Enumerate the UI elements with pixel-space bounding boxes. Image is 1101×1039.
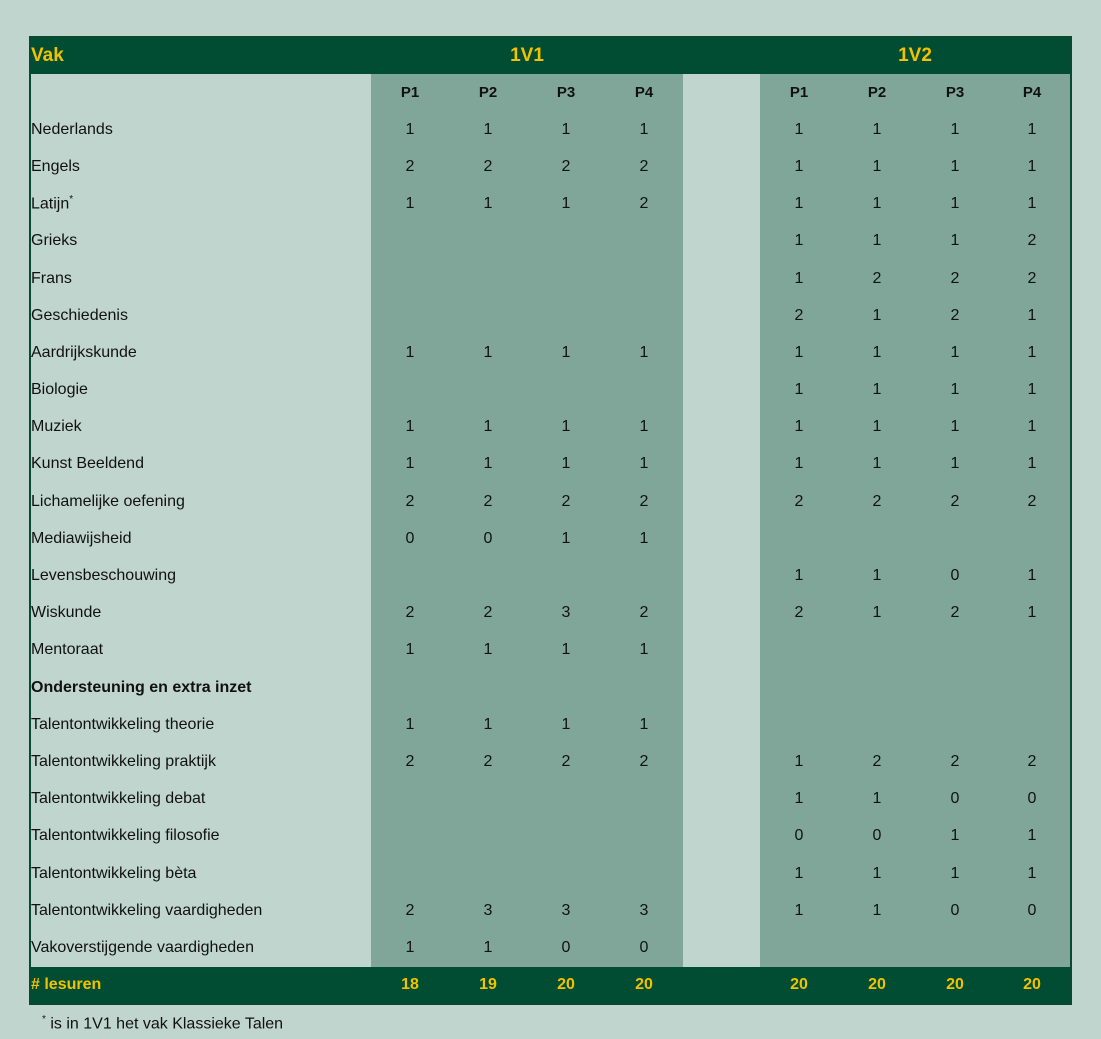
hours-cell <box>371 372 449 409</box>
hours-cell: 3 <box>527 595 605 632</box>
table-row <box>30 372 1071 409</box>
hours-cell: 1 <box>449 186 527 223</box>
hours-cell: 1 <box>994 409 1071 446</box>
hours-cell: 1 <box>371 186 449 223</box>
hours-cell: 1 <box>449 334 527 371</box>
hours-cell <box>527 297 605 334</box>
hours-cell: 1 <box>916 186 994 223</box>
table-row <box>30 520 1071 557</box>
period-header: P2 <box>449 74 527 111</box>
hours-cell <box>371 223 449 260</box>
period-header: P2 <box>838 74 916 111</box>
hours-cell: 0 <box>760 818 838 855</box>
hours-cell: 2 <box>994 483 1071 520</box>
table-row <box>30 223 1071 260</box>
hours-cell: 2 <box>605 148 683 185</box>
subject-name: Grieks <box>31 232 78 250</box>
hours-cell: 1 <box>371 632 449 669</box>
hours-cell <box>760 520 838 557</box>
hours-cell: 1 <box>916 855 994 892</box>
table-row <box>30 409 1071 446</box>
hours-cell: 1 <box>994 446 1071 483</box>
hours-cell: 1 <box>916 372 994 409</box>
hours-cell: 1 <box>838 855 916 892</box>
hours-cell: 3 <box>527 892 605 929</box>
total-cell: 20 <box>635 975 653 993</box>
header-vak: Vak <box>31 45 64 66</box>
hours-cell <box>605 669 683 706</box>
hours-cell: 1 <box>760 743 838 780</box>
hours-cell: 1 <box>760 334 838 371</box>
hours-cell: 0 <box>838 818 916 855</box>
hours-cell <box>449 818 527 855</box>
subject-name: Vakoverstijgende vaardigheden <box>31 938 254 956</box>
hours-cell <box>838 706 916 743</box>
hours-cell: 1 <box>838 334 916 371</box>
totals-label: # lesuren <box>31 975 102 993</box>
hours-cell: 2 <box>371 892 449 929</box>
hours-cell: 1 <box>916 111 994 148</box>
subject-name: Aardrijkskunde <box>31 343 137 361</box>
hours-cell: 2 <box>916 260 994 297</box>
hours-cell <box>838 669 916 706</box>
hours-cell <box>916 669 994 706</box>
hours-cell: 1 <box>605 409 683 446</box>
hours-cell: 2 <box>371 743 449 780</box>
hours-cell <box>760 632 838 669</box>
hours-cell <box>449 557 527 594</box>
footnote-mark: * <box>42 1014 46 1025</box>
hours-cell: 1 <box>760 892 838 929</box>
total-cell: 20 <box>868 975 886 993</box>
hours-cell: 2 <box>371 595 449 632</box>
hours-cell: 1 <box>838 372 916 409</box>
header-row <box>30 37 1071 74</box>
footnote-marker: * <box>69 194 74 206</box>
subject-name: Biologie <box>31 381 88 399</box>
subject-name: Mentoraat <box>31 641 104 659</box>
period-header: P1 <box>371 74 449 111</box>
hours-cell <box>527 223 605 260</box>
hours-cell <box>371 669 449 706</box>
period-header: P3 <box>527 74 605 111</box>
subject-name: Latijn* <box>31 194 74 213</box>
hours-cell: 1 <box>527 520 605 557</box>
hours-cell: 1 <box>916 446 994 483</box>
hours-cell: 2 <box>449 743 527 780</box>
hours-cell: 1 <box>371 334 449 371</box>
subject-name: Ondersteuning en extra inzet <box>31 678 252 696</box>
hours-cell: 1 <box>994 297 1071 334</box>
hours-cell <box>916 632 994 669</box>
hours-cell: 1 <box>760 372 838 409</box>
hours-cell <box>527 669 605 706</box>
period-row <box>30 74 1071 111</box>
hours-cell <box>605 855 683 892</box>
total-cell: 20 <box>946 975 964 993</box>
hours-cell: 1 <box>527 111 605 148</box>
hours-cell <box>916 520 994 557</box>
hours-cell: 1 <box>838 297 916 334</box>
hours-cell: 0 <box>916 892 994 929</box>
hours-cell: 1 <box>371 706 449 743</box>
subject-name: Talentontwikkeling filosofie <box>31 827 220 845</box>
hours-cell: 1 <box>916 148 994 185</box>
hours-cell: 1 <box>605 334 683 371</box>
hours-cell: 3 <box>449 892 527 929</box>
hours-cell: 2 <box>916 483 994 520</box>
hours-cell: 1 <box>605 446 683 483</box>
subject-name: Talentontwikkeling theorie <box>31 715 215 733</box>
hours-cell: 1 <box>838 148 916 185</box>
hours-cell <box>994 632 1071 669</box>
hours-cell: 0 <box>527 929 605 966</box>
totals-row <box>30 967 1071 1004</box>
hours-cell <box>838 632 916 669</box>
table-row <box>30 557 1071 594</box>
hours-cell: 1 <box>760 446 838 483</box>
table-row <box>30 260 1071 297</box>
hours-cell <box>760 706 838 743</box>
hours-cell: 1 <box>838 595 916 632</box>
hours-cell <box>371 781 449 818</box>
hours-cell <box>449 855 527 892</box>
hours-cell <box>449 223 527 260</box>
hours-cell <box>838 520 916 557</box>
table-row <box>30 706 1071 743</box>
hours-cell: 1 <box>605 520 683 557</box>
hours-cell <box>371 557 449 594</box>
subject-name: Muziek <box>31 418 82 436</box>
hours-cell <box>449 260 527 297</box>
table-row <box>30 595 1071 632</box>
total-cell: 18 <box>401 975 419 993</box>
header-group-1v1: 1V1 <box>510 45 544 66</box>
hours-cell <box>371 855 449 892</box>
hours-cell: 1 <box>449 409 527 446</box>
period-header: P3 <box>916 74 994 111</box>
hours-cell: 1 <box>371 446 449 483</box>
hours-cell: 1 <box>449 446 527 483</box>
table-row <box>30 111 1071 148</box>
hours-cell <box>916 929 994 966</box>
hours-cell: 1 <box>916 818 994 855</box>
hours-cell: 2 <box>916 743 994 780</box>
hours-cell: 2 <box>605 186 683 223</box>
hours-cell: 1 <box>838 186 916 223</box>
hours-cell: 1 <box>527 409 605 446</box>
hours-cell: 1 <box>527 706 605 743</box>
hours-cell: 2 <box>838 743 916 780</box>
hours-cell: 1 <box>449 929 527 966</box>
hours-cell: 1 <box>994 186 1071 223</box>
hours-cell: 1 <box>605 632 683 669</box>
footnote <box>42 1014 283 1033</box>
hours-cell: 1 <box>605 111 683 148</box>
table-row <box>30 855 1071 892</box>
hours-cell: 1 <box>994 855 1071 892</box>
footnote-text: is in 1V1 het vak Klassieke Talen <box>45 1015 284 1033</box>
subject-name: Wiskunde <box>31 604 102 622</box>
hours-cell: 2 <box>527 743 605 780</box>
subject-name: Talentontwikkeling bèta <box>31 864 197 882</box>
table-row <box>30 186 1071 223</box>
subject-name: Talentontwikkeling debat <box>31 790 206 808</box>
hours-cell: 2 <box>605 483 683 520</box>
hours-cell: 1 <box>916 223 994 260</box>
hours-cell: 1 <box>371 929 449 966</box>
hours-cell <box>994 520 1071 557</box>
hours-cell: 3 <box>605 892 683 929</box>
table-row <box>30 818 1071 855</box>
hours-cell: 0 <box>605 929 683 966</box>
total-cell: 20 <box>557 975 575 993</box>
hours-cell: 0 <box>916 557 994 594</box>
period-header: P4 <box>994 74 1071 111</box>
hours-cell: 1 <box>760 557 838 594</box>
hours-cell <box>527 557 605 594</box>
hours-cell <box>605 818 683 855</box>
table-row <box>30 781 1071 818</box>
table-body <box>30 111 1071 966</box>
hours-cell: 1 <box>449 111 527 148</box>
hours-cell: 0 <box>994 781 1071 818</box>
hours-cell: 1 <box>527 334 605 371</box>
hours-cell: 2 <box>605 595 683 632</box>
hours-cell: 2 <box>838 483 916 520</box>
table-row <box>30 483 1071 520</box>
hours-cell <box>449 297 527 334</box>
subject-name: Geschiedenis <box>31 306 128 324</box>
hours-cell <box>605 223 683 260</box>
hours-cell <box>527 855 605 892</box>
hours-cell: 1 <box>449 632 527 669</box>
hours-cell <box>760 929 838 966</box>
hours-cell: 1 <box>760 111 838 148</box>
table-row <box>30 446 1071 483</box>
hours-cell: 1 <box>760 855 838 892</box>
hours-cell: 2 <box>527 483 605 520</box>
hours-cell: 1 <box>994 148 1071 185</box>
hours-cell: 1 <box>449 706 527 743</box>
hours-cell: 1 <box>605 706 683 743</box>
hours-cell <box>371 297 449 334</box>
hours-cell <box>994 706 1071 743</box>
section-row <box>30 669 1071 706</box>
hours-cell: 2 <box>760 297 838 334</box>
hours-cell: 1 <box>838 781 916 818</box>
hours-cell <box>527 818 605 855</box>
hours-cell: 2 <box>449 483 527 520</box>
hours-cell: 1 <box>994 111 1071 148</box>
hours-cell: 2 <box>760 483 838 520</box>
hours-cell: 1 <box>994 818 1071 855</box>
hours-cell: 2 <box>371 148 449 185</box>
hours-cell: 1 <box>994 557 1071 594</box>
hours-cell: 0 <box>371 520 449 557</box>
hours-cell: 0 <box>994 892 1071 929</box>
hours-cell <box>605 781 683 818</box>
table-row <box>30 632 1071 669</box>
hours-cell <box>527 372 605 409</box>
hours-cell: 1 <box>838 223 916 260</box>
hours-cell: 2 <box>994 223 1071 260</box>
hours-cell: 2 <box>838 260 916 297</box>
subject-name: Engels <box>31 157 80 175</box>
hours-cell: 2 <box>449 148 527 185</box>
hours-cell: 1 <box>994 595 1071 632</box>
hours-cell: 1 <box>527 186 605 223</box>
total-cell: 19 <box>479 975 497 993</box>
hours-cell: 1 <box>916 334 994 371</box>
table-row <box>30 929 1071 966</box>
hours-cell: 1 <box>371 409 449 446</box>
hours-cell: 2 <box>371 483 449 520</box>
hours-cell: 1 <box>527 632 605 669</box>
hours-cell: 2 <box>994 743 1071 780</box>
hours-cell: 1 <box>760 223 838 260</box>
hours-cell: 2 <box>760 595 838 632</box>
hours-cell: 2 <box>916 595 994 632</box>
subject-name: Lichamelijke oefening <box>31 492 185 510</box>
hours-cell <box>371 818 449 855</box>
hours-cell: 1 <box>760 409 838 446</box>
hours-cell <box>527 781 605 818</box>
hours-cell: 1 <box>527 446 605 483</box>
hours-cell <box>994 669 1071 706</box>
hours-cell: 1 <box>916 409 994 446</box>
hours-cell <box>449 781 527 818</box>
subject-name: Frans <box>31 269 72 287</box>
hours-cell <box>916 706 994 743</box>
lesuren-table <box>29 36 1072 1005</box>
hours-cell <box>605 372 683 409</box>
hours-cell: 2 <box>994 260 1071 297</box>
period-header: P4 <box>605 74 683 111</box>
hours-cell: 1 <box>760 186 838 223</box>
hours-cell: 1 <box>371 111 449 148</box>
subject-name: Levensbeschouwing <box>31 567 176 585</box>
hours-cell: 1 <box>994 372 1071 409</box>
hours-cell: 1 <box>838 111 916 148</box>
hours-cell <box>449 372 527 409</box>
hours-cell: 2 <box>449 595 527 632</box>
table-row <box>30 148 1071 185</box>
subject-name: Talentontwikkeling praktijk <box>31 752 216 770</box>
hours-cell <box>371 260 449 297</box>
hours-cell: 0 <box>449 520 527 557</box>
subject-name: Nederlands <box>31 120 113 138</box>
total-cell: 20 <box>790 975 808 993</box>
hours-cell <box>838 929 916 966</box>
hours-cell: 1 <box>838 892 916 929</box>
table-row <box>30 892 1071 929</box>
hours-cell <box>605 557 683 594</box>
hours-cell <box>994 929 1071 966</box>
hours-cell <box>449 669 527 706</box>
hours-cell: 1 <box>760 148 838 185</box>
header-group-1v2: 1V2 <box>898 45 932 66</box>
hours-cell: 2 <box>527 148 605 185</box>
hours-cell <box>527 260 605 297</box>
hours-cell: 1 <box>838 557 916 594</box>
hours-cell: 0 <box>916 781 994 818</box>
hours-cell: 1 <box>838 409 916 446</box>
hours-cell: 1 <box>838 446 916 483</box>
hours-cell: 2 <box>916 297 994 334</box>
subject-name: Kunst Beeldend <box>31 455 144 473</box>
hours-cell: 1 <box>760 260 838 297</box>
hours-cell: 1 <box>994 334 1071 371</box>
hours-cell <box>760 669 838 706</box>
table-row <box>30 743 1071 780</box>
subject-name: Mediawijsheid <box>31 529 132 547</box>
hours-cell: 2 <box>605 743 683 780</box>
table-row <box>30 334 1071 371</box>
hours-cell <box>605 260 683 297</box>
period-header: P1 <box>760 74 838 111</box>
table-row <box>30 297 1071 334</box>
subject-name: Talentontwikkeling vaardigheden <box>31 901 263 919</box>
hours-cell: 1 <box>760 781 838 818</box>
total-cell: 20 <box>1023 975 1041 993</box>
hours-cell <box>605 297 683 334</box>
